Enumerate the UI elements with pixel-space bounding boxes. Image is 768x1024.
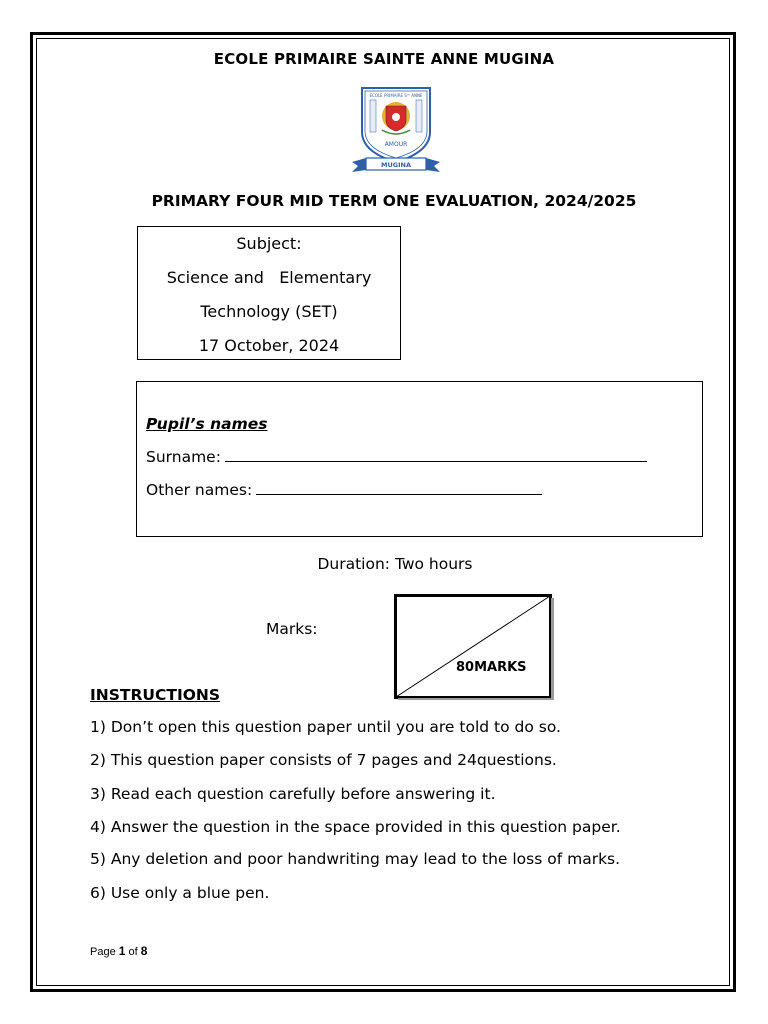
marks-label: Marks:	[266, 620, 318, 638]
school-name: ECOLE PRIMAIRE SAINTE ANNE MUGINA	[213, 50, 555, 68]
pupil-names-heading: Pupil’s names	[146, 415, 268, 433]
footer-page-word: Page	[90, 946, 116, 958]
instruction-item: 4) Answer the question in the space provided in this question paper.	[90, 818, 621, 836]
surname-label: Surname:	[146, 448, 221, 466]
surname-field[interactable]	[225, 447, 647, 462]
crest-top-text: ECOLE PRIMAIRE Sᵀᴱ ANNE	[369, 93, 423, 98]
marks-box	[394, 594, 554, 700]
instruction-item: 3) Read each question carefully before answering it.	[90, 785, 496, 803]
footer-total-pages: 8	[140, 944, 148, 958]
crest-banner-text: MUGINA	[381, 161, 411, 169]
footer-current-page: 1	[118, 944, 126, 958]
exam-date: 17 October, 2024	[198, 336, 340, 355]
total-marks: 80MARKS	[456, 660, 527, 675]
subject-line-2: Technology (SET)	[200, 302, 338, 321]
duration: Duration: Two hours	[317, 555, 473, 573]
other-names-field[interactable]	[256, 480, 542, 495]
exam-title: PRIMARY FOUR MID TERM ONE EVALUATION, 2024/2025	[151, 192, 637, 210]
instruction-item: 6) Use only a blue pen.	[90, 884, 270, 902]
instructions-heading: INSTRUCTIONS	[90, 686, 221, 704]
subject-label: Subject:	[236, 234, 302, 253]
other-names-label: Other names:	[146, 481, 253, 499]
instruction-item: 2) This question paper consists of 7 pages and 24questions.	[90, 751, 557, 769]
school-crest-icon	[352, 86, 440, 174]
other-names-row	[146, 480, 542, 499]
instruction-item: 1) Don’t open this question paper until you are told to do so.	[90, 718, 561, 736]
subject-line-1: Science and Elementary	[166, 268, 372, 287]
surname-row	[146, 447, 647, 466]
subject-box	[137, 226, 401, 360]
crest-motto: AMOUR	[384, 141, 408, 148]
instruction-item: 5) Any deletion and poor handwriting may lead to the loss of marks.	[90, 850, 621, 868]
page-footer	[90, 944, 147, 958]
footer-of-word: of	[128, 946, 138, 958]
